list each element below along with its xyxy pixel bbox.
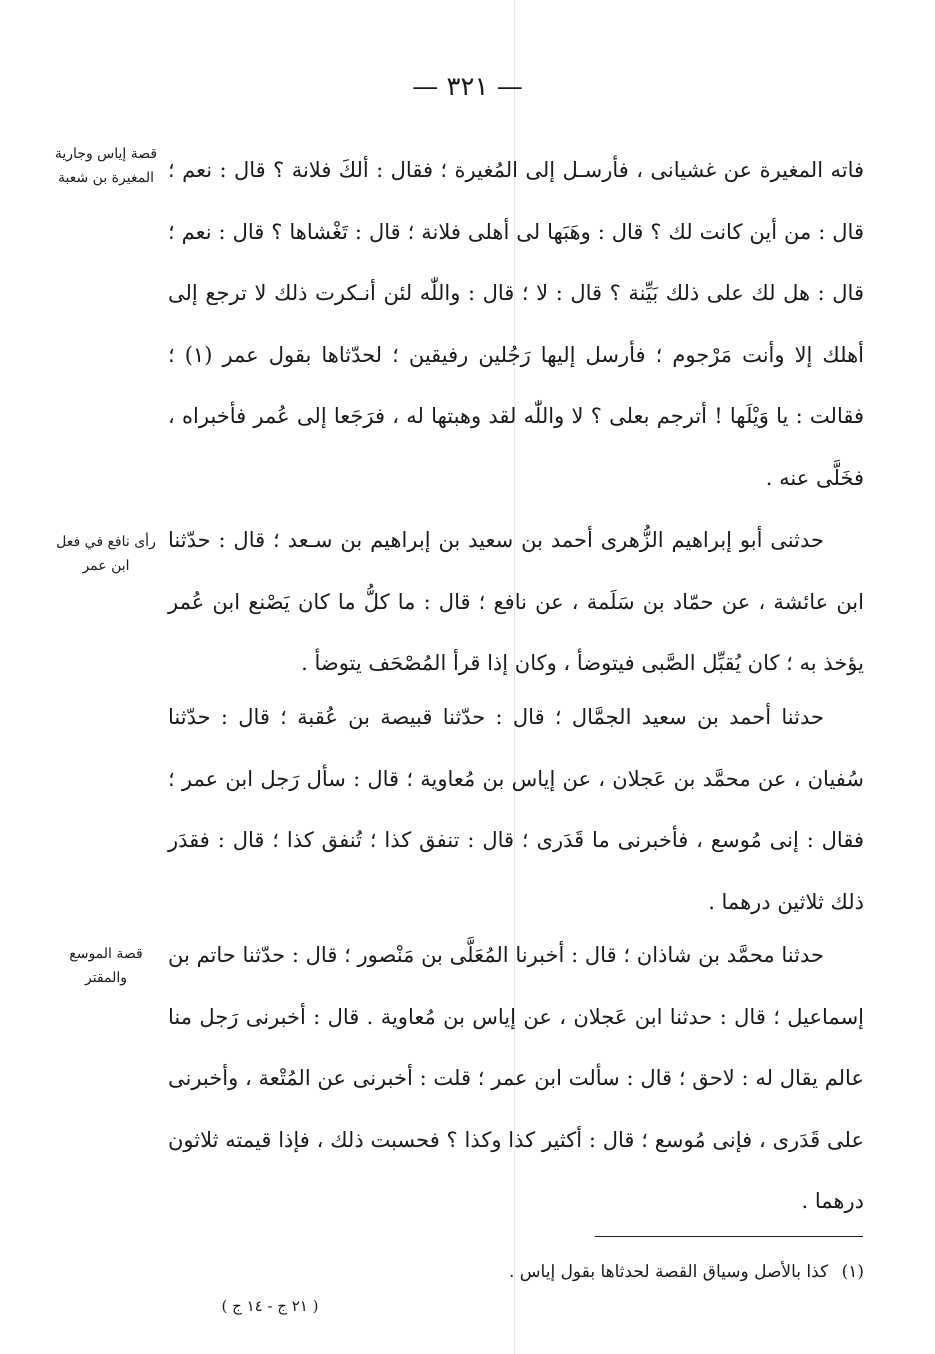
body-paragraph: فاته المغيرة عن غشيانى ، فأرسـل إلى المُغيرة ؛ فقال : ألكَ فلانة ؟ قال : نعم ؛ قال : من أين كانت لك ؟ قال : وهَبَها لى أهلى فلانة ؛ قال : تَغْشاها ؟ قال : نعم ؛ قال : هل لك على ذلك بَيِّنة ؟ قال : لا ؛ قال : واللّٰه لئن أنـكرت ذلك لا ترجع إلى أهلك إلا وأنت مَرْجوم ؛ فأرسل إليها رَجُلين رفيقين ؛ لحدّثاها بقول عمر (١) ؛ فقالت : يا وَيْلَها ! أترجم بعلى ؟ لا واللّٰه لقد وهبتها له ، فرَجَعا إلى عُمر فأخبراه ، فخَلَّى عنه . bbox=[168, 158, 864, 490]
body-paragraph: حدثنى أبو إبراهيم الزُّهرى أحمد بن سعيد بن إبراهيم بن سـعد ؛ قال : حدّثنا ابن عائشة ، عن حمّاد بن سَلَمة ، عن نافع ؛ قال : ما كلُّ ما كان يَصْنع ابن عُمر يؤخذ به ؛ كان يُقبِّل الصَّبى فيتوضأ ، وكان إذا قرأ المُصْحَف يتوضأ . bbox=[168, 528, 864, 675]
footnote bbox=[168, 1258, 864, 1286]
page-number: — ٣٢١ — bbox=[412, 72, 523, 102]
footnote-text: كذا بالأصل وسياق القصة لحدثاها بقول إياس . bbox=[508, 1262, 829, 1282]
footnote-divider bbox=[595, 1236, 863, 1237]
body-paragraph: حدثنا محمَّد بن شاذان ؛ قال : أخبرنا المُعَلَّى بن مَنْصور ؛ قال : حدّثنا حاتم بن إسماعيل ؛ قال : حدثنا ابن عَجلان ، عن إياس بن مُعاوية . قال : أخبرنى رَجل منا عالم يقال له : لاحق ؛ قال : سألت ابن عمر ؛ قلت : أخبرنى عن المُتْعة ، وأخبرنى على قَدَرى ، فإنى مُوسع ؛ قال : أكثير كذا وكذا ؟ فحسبت ذلك ، فإذا قيمته ثلاثون درهما . bbox=[168, 943, 864, 1213]
footnote-mark: (١) bbox=[841, 1262, 864, 1282]
margin-note-musi-muqtir: قصة الموسع والمقتر bbox=[69, 946, 143, 986]
body-paragraph: حدثنا أحمد بن سعيد الجمَّال ؛ قال : حدّثنا قبيصة بن عُقبة ؛ قال : حدّثنا سُفيان ، عن محمَّد بن عَجلان ، عن إياس بن مُعاوية ؛ قال : سأل رَجل ابن عمر ؛ فقال : إنى مُوسع ، فأخبرنى ما قَدَرى ؛ قال : تنفق كذا ؛ تُنفق كذا ؛ قال : فقدَر ذلك ثلاثين درهما . bbox=[168, 705, 864, 914]
printer-signature-code: ( ٢١ ج - ١٤ ج ) bbox=[221, 1297, 319, 1315]
margin-note-iyas-story: قصة إياس وجارية المغيرة بن شعبة bbox=[54, 146, 158, 186]
margin-note-nafi-opinion: رأى نافع في فعل ابن عمر bbox=[56, 534, 156, 574]
